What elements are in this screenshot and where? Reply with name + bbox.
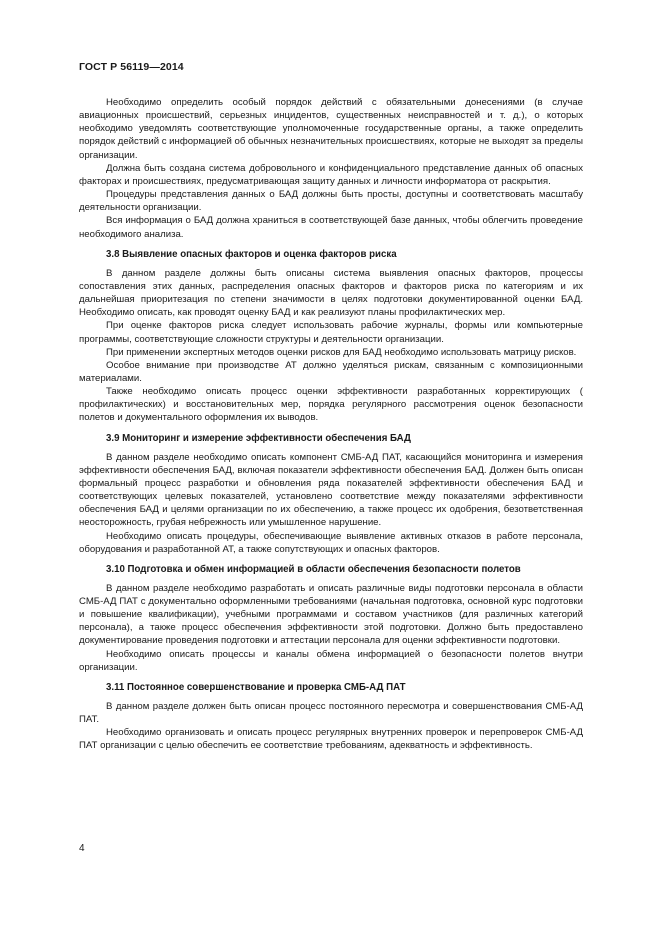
paragraph: Необходимо определить особый порядок действий с обязательными донесениями (в случае авиационных происшествий, серьезных инцидентов, существенных неисправностей и т. д.), о которых необходимо уведомлять соответствующие уполномоченные государственные органы, а также определить порядок действий с информацией об обычных незначительных происшествиях, которые не выходят за пределы организации. xyxy=(79,97,584,161)
paragraph: Особое внимание при производстве АТ должно уделяться рискам, связанным с композиционными материалами. xyxy=(79,359,583,384)
paragraph: Также необходимо описать процесс оценки эффективности разработанных корректирующих ( профилактических) и восстановительных мер, порядка регулярного рассмотрения оценок безопасности полетов и документального оформления их выводов. xyxy=(79,386,583,424)
page-number: 4 xyxy=(79,843,85,854)
paragraph: При оценке факторов риска следует использовать рабочие журналы, формы или компьютерные программы, соответствующие сложности структуры и деятельности организации. xyxy=(79,320,583,345)
paragraph: В данном разделе необходимо описать компонент СМБ-АД ПАТ, касающийся мониторинга и измерения эффективности обеспечения БАД, включая показатели эффективности обеспечения БАД. Должен быть описан формальный процесс разработки и обновления ряда показателей эффективности обеспечения БАД и соответствующих целевых показателей, установлено соответствие между показателями эффективности обеспечения БАД и целями организации по их обеспечению, а также процесс их одобрения, безответственная неосторожность, грубая небрежность или умышленное нарушение. xyxy=(79,451,583,529)
paragraph: В данном разделе должны быть описаны система выявления опасных факторов, процессы сопоставления этих данных, распределения опасных факторов и факторов риска по категориям и их дальнейшая приоритезация по степени значимости в целях подготовки документированной оценки БАД. Необходимо описать, как проводят оценку БАД и как реализуют планы профилактических мер. xyxy=(79,267,583,319)
paragraph: Необходимо описать процедуры, обеспечивающие выявление активных отказов в работе персонала, оборудования и разработанной АТ, а также сопутствующих и опасных факторов. xyxy=(79,530,583,555)
paragraph: Необходимо организовать и описать процесс регулярных внутренних проверок и перепроверок СМБ-АД ПАТ организации с целью обеспечить ее соответствие требованиям, адекватность и эффективность. xyxy=(79,727,583,752)
document-code-header: ГОСТ Р 56119—2014 xyxy=(79,61,184,73)
paragraph: В данном разделе должен быть описан процесс постоянного пересмотра и совершенствования СМБ-АД ПАТ. xyxy=(79,700,583,726)
paragraph: При применении экспертных методов оценки рисков для БАД необходимо использовать матрицу рисков. xyxy=(106,346,577,358)
section-heading-3-9: 3.9 Мониторинг и измерение эффективности обеспечения БАД xyxy=(106,432,411,444)
paragraph: В данном разделе необходимо разработать и описать различные виды подготовки персонала в области СМБ-АД ПАТ с документально оформленными требованиями (начальная подготовка, основной курс подготовки и повышение квалификации), учебными программами и составом участников (для различных категорий персонала), а также процесс обеспечения эффективности этой подготовки. Должно быть предоставлено документирование проведения подготовки и аттестации персонала для оценки эффективности подготовки. xyxy=(79,582,583,647)
paragraph: Должна быть создана система добровольного и конфиденциального представление данных об опасных факторах и происшествиях, предусматривающая защиту данных и личности информатора от раскрытия. xyxy=(79,162,583,187)
paragraph: Процедуры представления данных о БАД должны быть просты, доступны и соответствовать масштабу деятельности организации. xyxy=(79,189,583,214)
document-body xyxy=(79,96,583,753)
section-heading-3-11: 3.11 Постоянное совершенствование и проверка СМБ-АД ПАТ xyxy=(106,681,406,693)
section-heading-3-10: 3.10 Подготовка и обмен информацией в области обеспечения безопасности полетов xyxy=(106,563,521,575)
section-heading-3-8: 3.8 Выявление опасных факторов и оценка факторов риска xyxy=(106,248,397,260)
paragraph: Вся информация о БАД должна храниться в соответствующей базе данных, чтобы облегчить проведение необходимого анализа. xyxy=(79,215,583,240)
paragraph: Необходимо описать процессы и каналы обмена информацией о безопасности полетов внутри организации. xyxy=(79,648,583,673)
